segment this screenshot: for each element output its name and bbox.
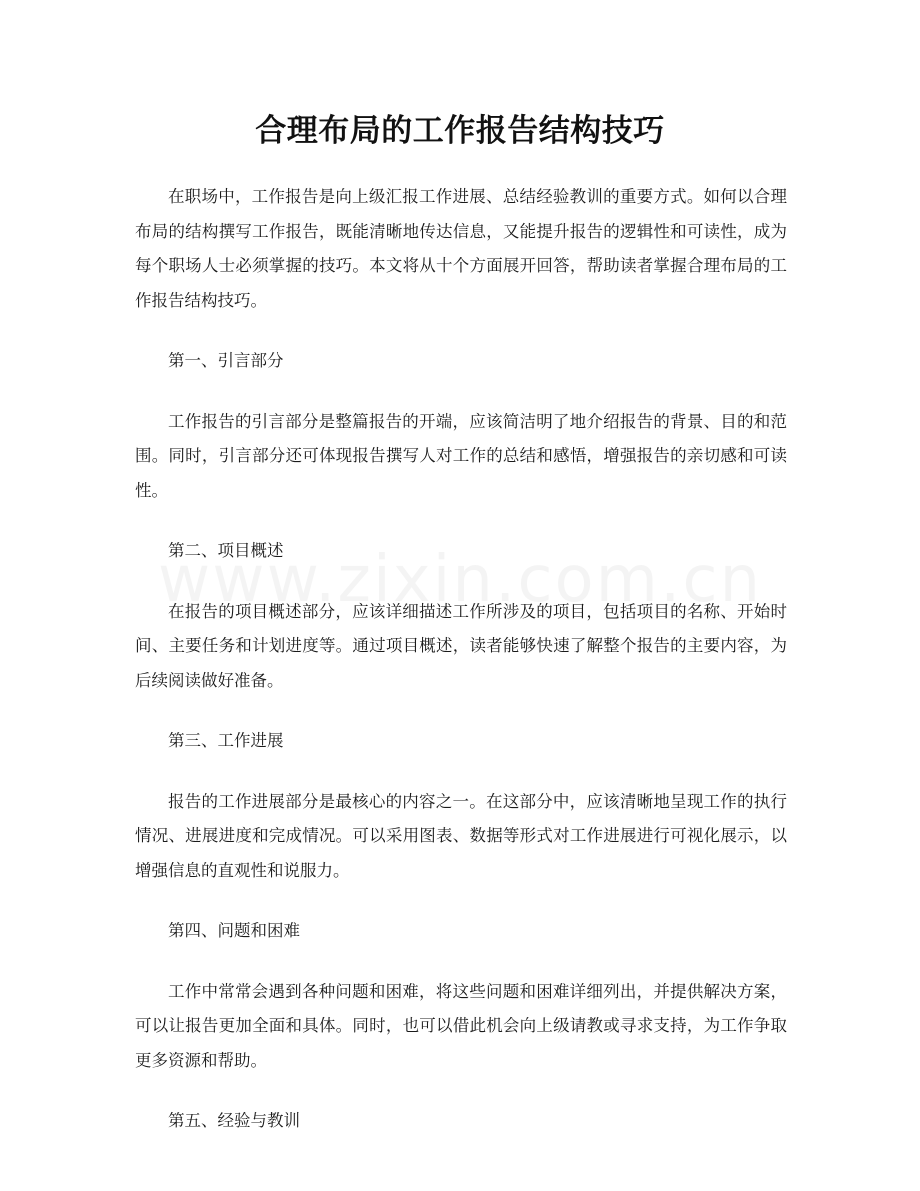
section-paragraph-2: 在报告的项目概述部分，应该详细描述工作所涉及的项目，包括项目的名称、开始时间、主要任务和计划进度等。通过项目概述，读者能够快速了解整个报告的主要内容，为后续阅读做好准备。 (135, 601, 787, 690)
section-paragraph-3: 报告的工作进展部分是最核心的内容之一。在这部分中，应该清晰地呈现工作的执行情况、进展进度和完成情况。可以采用图表、数据等形式对工作进展进行可视化展示，以增强信息的直观性和说服力。 (135, 791, 787, 880)
document-title: 合理布局的工作报告结构技巧 (255, 113, 665, 149)
section-heading-4: 第四、问题和困难 (168, 921, 300, 940)
document-body (135, 180, 787, 1165)
section-heading-1: 第一、引言部分 (168, 351, 284, 370)
section-heading-2: 第二、项目概述 (168, 541, 284, 560)
section-paragraph-4: 工作中常常会遇到各种问题和困难，将这些问题和困难详细列出，并提供解决方案，可以让报告更加全面和具体。同时，也可以借此机会向上级请教或寻求支持，为工作争取更多资源和帮助。 (135, 981, 787, 1070)
section-heading-5: 第五、经验与教训 (168, 1111, 300, 1130)
section-paragraph-1: 工作报告的引言部分是整篇报告的开端，应该简洁明了地介绍报告的背景、目的和范围。同时，引言部分还可体现报告撰写人对工作的总结和感悟，增强报告的亲切感和可读性。 (135, 411, 787, 500)
intro-paragraph: 在职场中，工作报告是向上级汇报工作进展、总结经验教训的重要方式。如何以合理布局的结构撰写工作报告，既能清晰地传达信息，又能提升报告的逻辑性和可读性，成为每个职场人士必须掌握的技巧。本文将从十个方面展开回答，帮助读者掌握合理布局的工作报告结构技巧。 (135, 187, 787, 310)
section-heading-3: 第三、工作进展 (168, 731, 284, 750)
